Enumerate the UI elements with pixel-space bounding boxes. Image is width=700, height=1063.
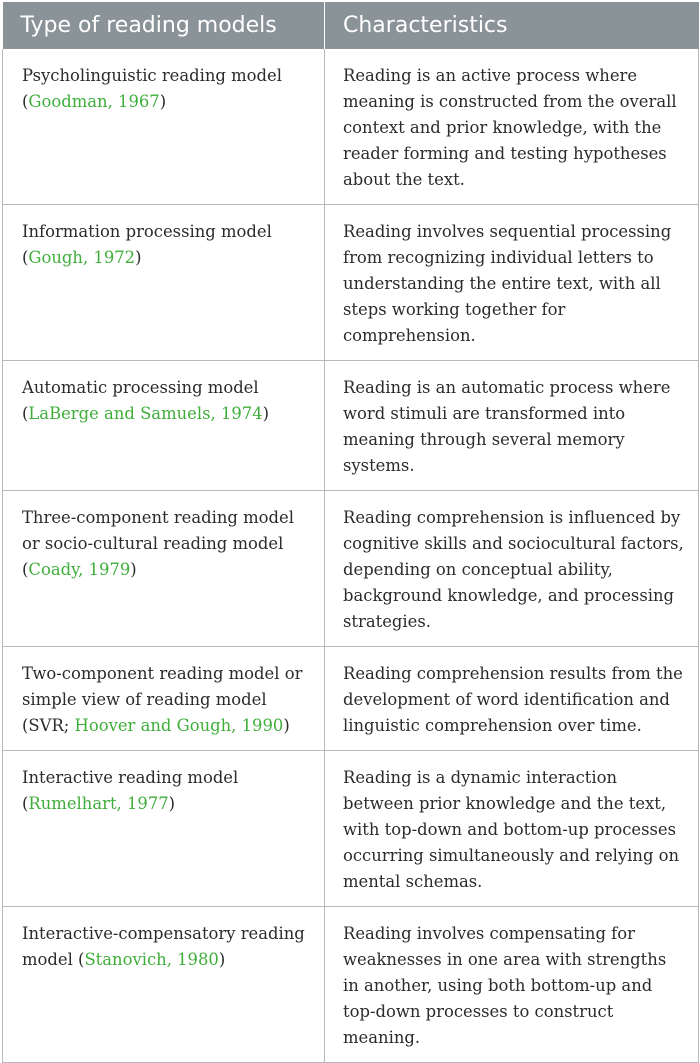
table-header (3, 2, 699, 49)
reading-models-table (2, 2, 699, 1063)
citation-link[interactable]: Hoover and Gough, 1990 (74, 716, 284, 735)
citation-link[interactable]: Rumelhart, 1977 (28, 794, 169, 813)
table-row (3, 205, 699, 361)
model-name-cell (3, 491, 325, 647)
citation-link[interactable]: LaBerge and Samuels, 1974 (28, 404, 263, 423)
characteristics-cell: Reading is an active process where meaning is constructed from the overall context and prior knowledge, with the reader forming and testing hypotheses about the text. (325, 49, 699, 205)
characteristics-cell: Reading involves sequential processing from recognizing individual letters to understanding the entire text, with all steps working together for comprehension. (325, 205, 699, 361)
model-name-cell (3, 907, 325, 1063)
model-name-suffix: ) (262, 404, 270, 423)
table-body (3, 49, 699, 1063)
characteristics-cell: Reading is a dynamic interaction between prior knowledge and the text, with top-down and bottom-up processes occurring simultaneously and relying on mental schemas. (325, 751, 699, 907)
model-name: Interactive reading model ( (22, 768, 239, 813)
model-name-suffix: ) (218, 950, 226, 969)
table-row (3, 907, 699, 1063)
header-model-type: Type of reading models (3, 2, 325, 49)
table-row (3, 491, 699, 647)
citation-link[interactable]: Coady, 1979 (28, 560, 131, 579)
model-name: Automatic processing model ( (22, 378, 259, 423)
model-name: Two-component reading model or simple view of reading model (SVR; (22, 664, 303, 735)
model-name-cell (3, 647, 325, 751)
model-name-suffix: ) (130, 560, 137, 579)
model-name-cell (3, 751, 325, 907)
model-name-suffix: ) (159, 92, 167, 111)
citation-link[interactable]: Goodman, 1967 (28, 92, 160, 111)
table-row (3, 49, 699, 205)
characteristics-cell: Reading involves compensating for weaknesses in one area with strengths in another, using both bottom-up and top-down processes to construct meaning. (325, 907, 699, 1063)
citation-link[interactable]: Stanovich, 1980 (84, 950, 219, 969)
characteristics-cell: Reading is an automatic process where word stimuli are transformed into meaning through several memory systems. (325, 361, 699, 491)
header-characteristics: Characteristics (325, 2, 699, 49)
table-row (3, 647, 699, 751)
model-name-suffix: ) (168, 794, 176, 813)
citation-link[interactable]: Gough, 1972 (28, 248, 136, 267)
table-row (3, 361, 699, 491)
model-name-suffix: ) (283, 716, 290, 735)
characteristics-cell: Reading comprehension is influenced by cognitive skills and sociocultural factors, depending on conceptual ability, background knowledge, and processing strategies. (325, 491, 699, 647)
characteristics-cell: Reading comprehension results from the development of word identification and linguistic comprehension over time. (325, 647, 699, 751)
model-name: Information processing model ( (22, 222, 272, 267)
model-name-cell (3, 361, 325, 491)
model-name: Interactive-compensatory reading model ( (22, 924, 305, 969)
header-row (3, 2, 699, 49)
model-name-cell (3, 49, 325, 205)
model-name: Psycholinguistic reading model ( (22, 66, 282, 111)
model-name: Three-component reading model or socio-cultural reading model ( (22, 508, 294, 579)
model-name-cell (3, 205, 325, 361)
table-row (3, 751, 699, 907)
model-name-suffix: ) (135, 248, 142, 267)
